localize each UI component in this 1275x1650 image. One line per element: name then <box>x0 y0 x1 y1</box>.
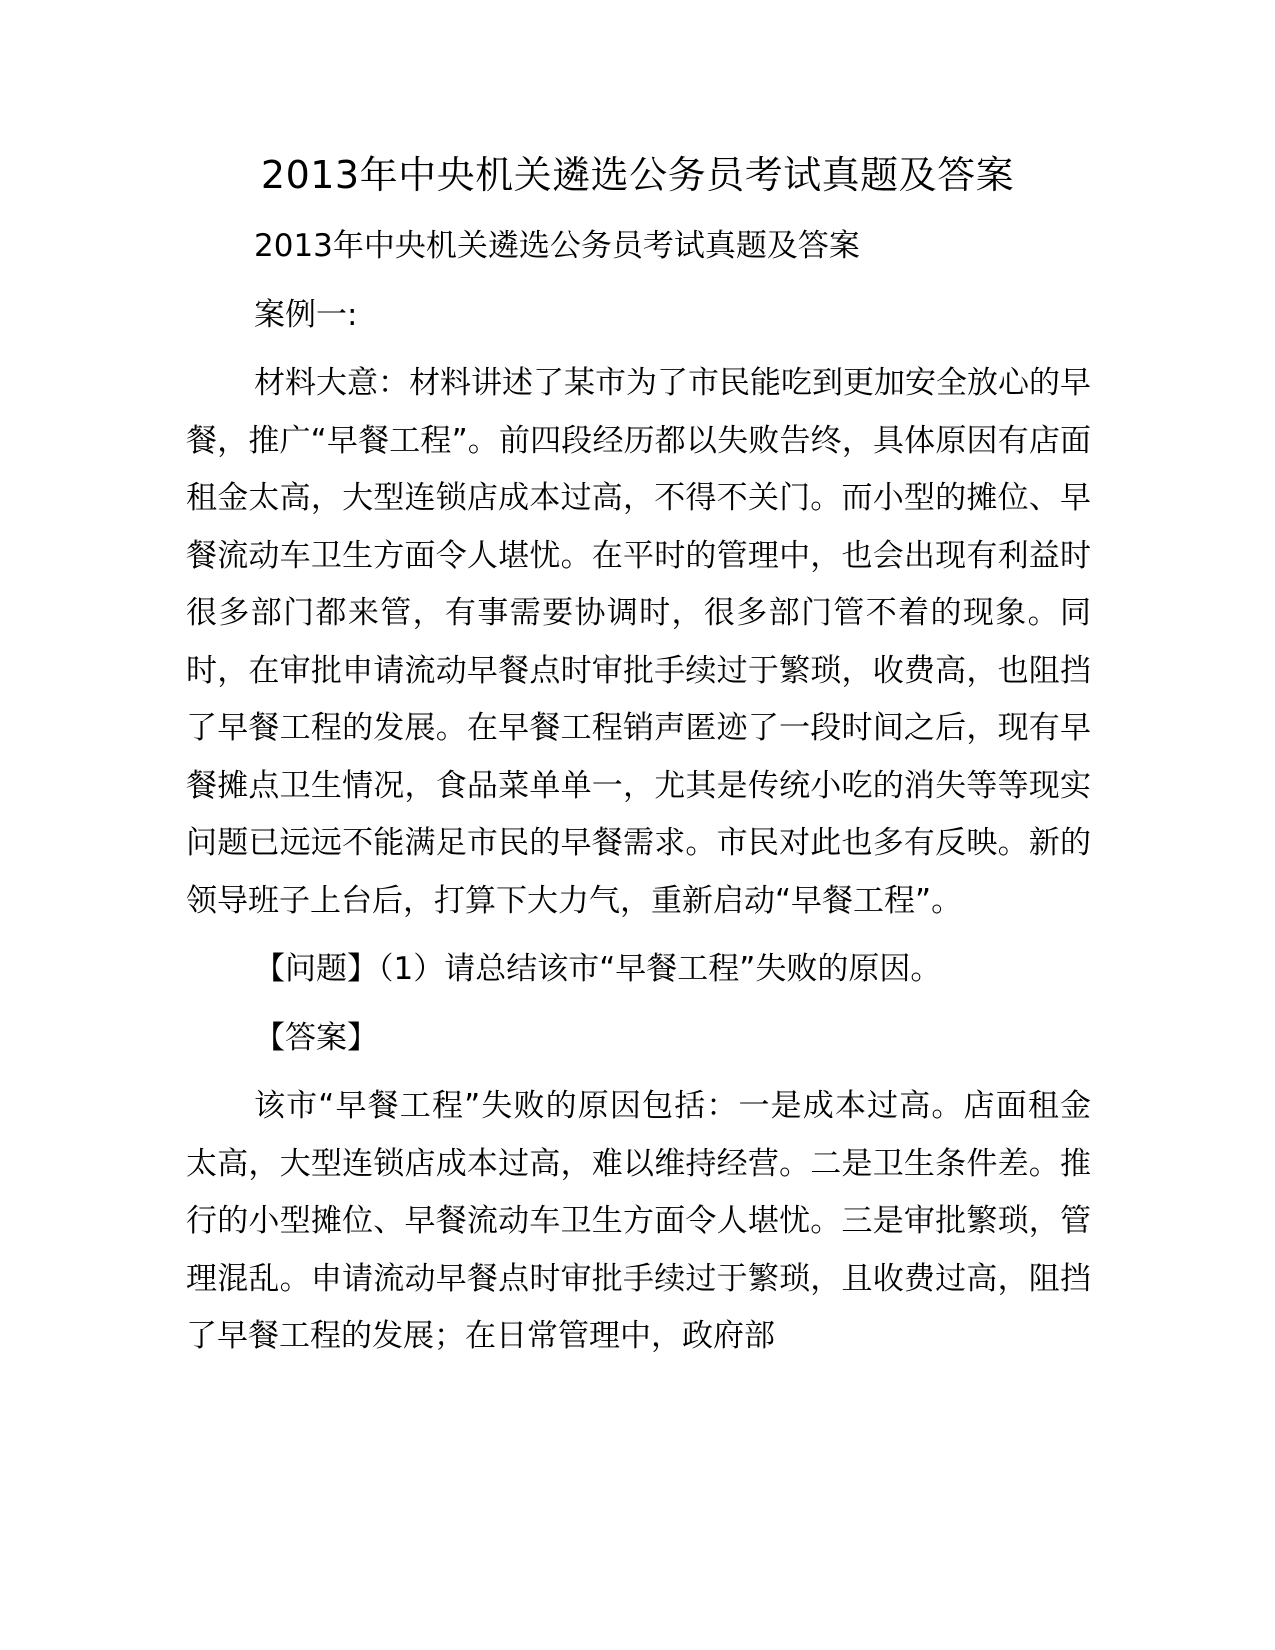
material-summary-paragraph: 材料大意：材料讲述了某市为了市民能吃到更加安全放心的早餐，推广“早餐工程”。前四段经历都以失败告终，具体原因有店面租金太高，大型连锁店成本过高，不得不关门。而小型的摊位、早餐流动车卫生方面令人堪忧。在平时的管理中，也会出现有利益时很多部门都来管，有事需要协调时，很多部门管不着的现象。同时，在审批申请流动早餐点时审批手续过于繁琐，收费高，也阻挡了早餐工程的发展。在早餐工程销声匿迹了一段时间之后，现有早餐摊点卫生情况，食品菜单单一，尤其是传统小吃的消失等等现实问题已远远不能满足市民的早餐需求。市民对此也多有反映。新的领导班子上台后，打算下大力气，重新启动“早餐工程”。 <box>186 365 1091 919</box>
document-title: 2013年中央机关遴选公务员考试真题及答案 <box>260 153 1015 197</box>
answer-heading: 【答案】 <box>254 1019 378 1056</box>
document-body <box>186 218 1091 1366</box>
answer-paragraph: 该市“早餐工程”失败的原因包括：一是成本过高。店面租金太高，大型连锁店成本过高，难以维持经营。二是卫生条件差。推行的小型摊位、早餐流动车卫生方面令人堪忧。三是审批繁琐，管理混乱。申请流动早餐点时审批手续过于繁琐，且收费过高，阻挡了早餐工程的发展；在日常管理中，政府部 <box>186 1088 1091 1354</box>
subtitle-paragraph: 2013年中央机关遴选公务员考试真题及答案 <box>254 228 860 264</box>
question-paragraph: 【问题】（1）请总结该市“早餐工程”失败的原因。 <box>254 951 942 987</box>
case-heading: 案例一: <box>254 296 358 333</box>
